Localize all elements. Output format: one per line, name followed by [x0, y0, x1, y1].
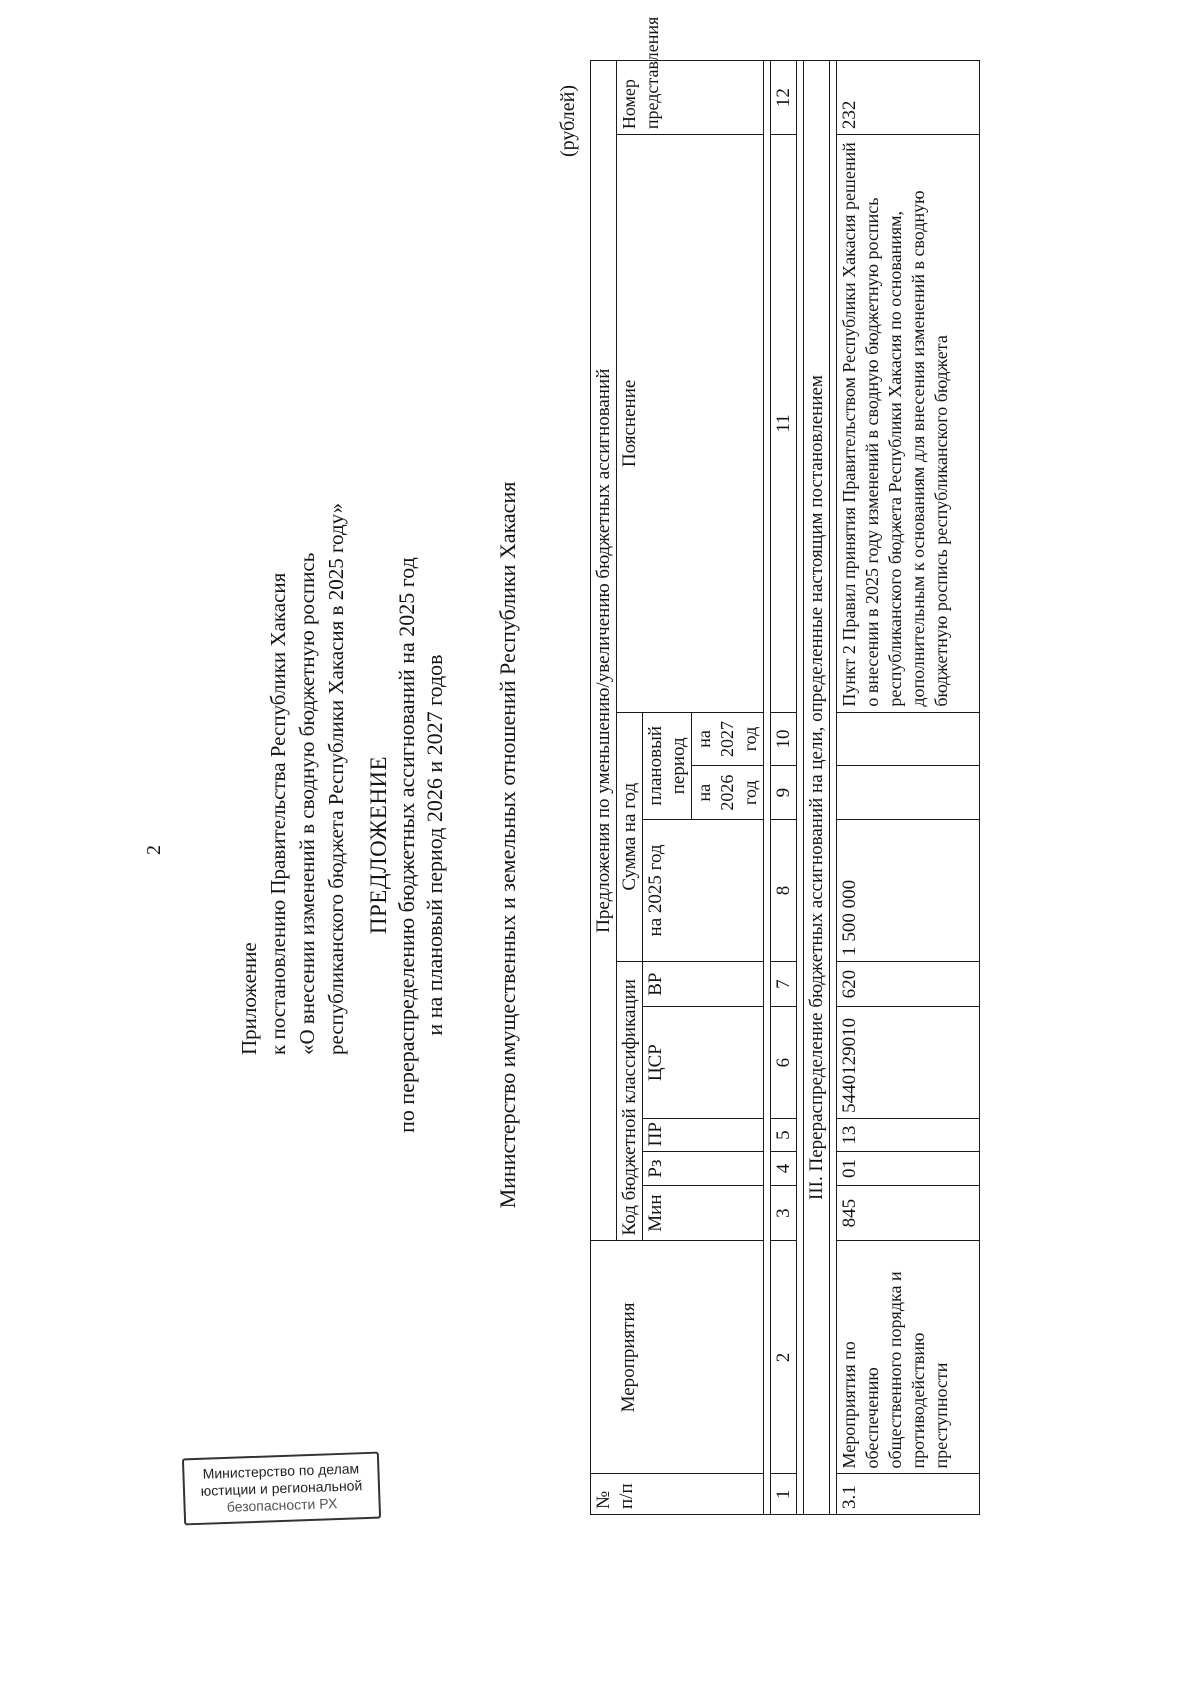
stamp-line-3: безопасности РХ [226, 1495, 338, 1515]
separator-cell-3 [830, 61, 837, 1515]
row-rep-number: 232 [837, 61, 980, 135]
header-sum-year: Сумма на год [617, 712, 643, 961]
separator-row-2 [797, 61, 804, 1515]
header-row-1 [591, 61, 617, 1515]
title-heading: ПРЕДЛОЖЕНИЕ [366, 755, 391, 935]
col-num-2: 2 [771, 1241, 797, 1474]
col-num-11: 11 [771, 135, 797, 713]
row-2025: 1 500 000 [837, 820, 980, 962]
table-row [837, 61, 980, 1515]
registration-stamp [182, 1452, 381, 1526]
col-num-6: 6 [771, 1007, 797, 1118]
section-title: III. Перераспределение бюджетных ассигнований на цели, определенные настоящим постановлением [804, 61, 830, 1515]
header-explanation: Пояснение [617, 135, 764, 713]
header-vr: ВР [643, 961, 764, 1007]
col-num-7: 7 [771, 961, 797, 1007]
units-label: (рублей) [557, 84, 579, 157]
header-2025: на 2025 год [643, 820, 764, 962]
document-page [55, 16, 1145, 1625]
col-num-1: 1 [771, 1474, 797, 1515]
document-title [365, 65, 449, 1625]
title-line-2: по перераспределению бюджетных ассигнований на 2025 год [394, 557, 419, 1133]
header-rep-number: Номер представления [617, 61, 764, 135]
col-num-10: 10 [771, 712, 797, 766]
row-2026 [837, 766, 980, 820]
appendix-line-3: «О внесении изменений в сводную бюджетную роспись [295, 552, 319, 1055]
ministry-name: Министерство имущественных и земельных отношений Республики Хакасия [495, 481, 520, 1209]
budget-table [590, 16, 980, 1515]
col-num-4: 4 [771, 1152, 797, 1185]
header-num: № п/п [591, 1474, 764, 1515]
header-2027: на 2027 год [692, 712, 764, 766]
header-code: Код бюджетной классификации [617, 961, 643, 1241]
row-rz: 01 [837, 1152, 980, 1185]
col-num-8: 8 [771, 820, 797, 962]
separator-row-1 [764, 61, 771, 1515]
column-numbers-row [771, 61, 797, 1515]
separator-cell-2 [797, 61, 804, 1515]
header-min: Мин [643, 1185, 764, 1241]
row-2027 [837, 712, 980, 766]
header-rz: Рз [643, 1152, 764, 1185]
header-csr: ЦСР [643, 1007, 764, 1118]
page-number: 2 [143, 845, 165, 855]
col-num-3: 3 [771, 1185, 797, 1241]
stamp-line-1: Министерство по делам [202, 1460, 360, 1482]
appendix-block [235, 503, 351, 1055]
row-event: Мероприятия по обеспечению общественного порядка и противодействию преступности [837, 1241, 980, 1474]
section-row [804, 61, 830, 1515]
col-num-5: 5 [771, 1118, 797, 1151]
row-num: 3.1 [837, 1474, 980, 1515]
col-num-9: 9 [771, 766, 797, 820]
row-vr: 620 [837, 961, 980, 1007]
header-2026: на 2026 год [692, 766, 764, 820]
header-pr: ПР [643, 1118, 764, 1151]
appendix-line-4: республиканского бюджета Республики Хакасия в 2025 году» [324, 502, 348, 1055]
row-csr: 5440129010 [837, 1007, 980, 1118]
row-explanation: Пункт 2 Правил принятия Правительством Республики Хакасия решений о внесении в 2025 году изменений в сводную бюджетную роспись республиканского бюджета Республики Хакасия по основаниям, дополнительным к основаниям для внесения изменений в сводную бюджетную роспись республиканского бюджета [837, 135, 980, 713]
header-planned: плановый период [643, 712, 692, 819]
header-events-label: Мероприятия [617, 1302, 639, 1413]
header-events [591, 1241, 764, 1474]
title-line-3: и на плановый период 2026 и 2027 годов [422, 654, 447, 1036]
col-num-12: 12 [771, 61, 797, 135]
header-proposals: Предложения по уменьшению/увеличению бюджетных ассигнований [591, 61, 617, 1241]
row-min: 845 [837, 1185, 980, 1241]
appendix-line-2: к постановлению Правительства Республики Хакасия [266, 572, 290, 1055]
appendix-line-1: Приложение [237, 942, 261, 1055]
separator-cell-1 [764, 61, 771, 1515]
stamp-line-2: юстиции и региональной [200, 1477, 363, 1499]
separator-row-3 [830, 61, 837, 1515]
row-pr: 13 [837, 1118, 980, 1151]
